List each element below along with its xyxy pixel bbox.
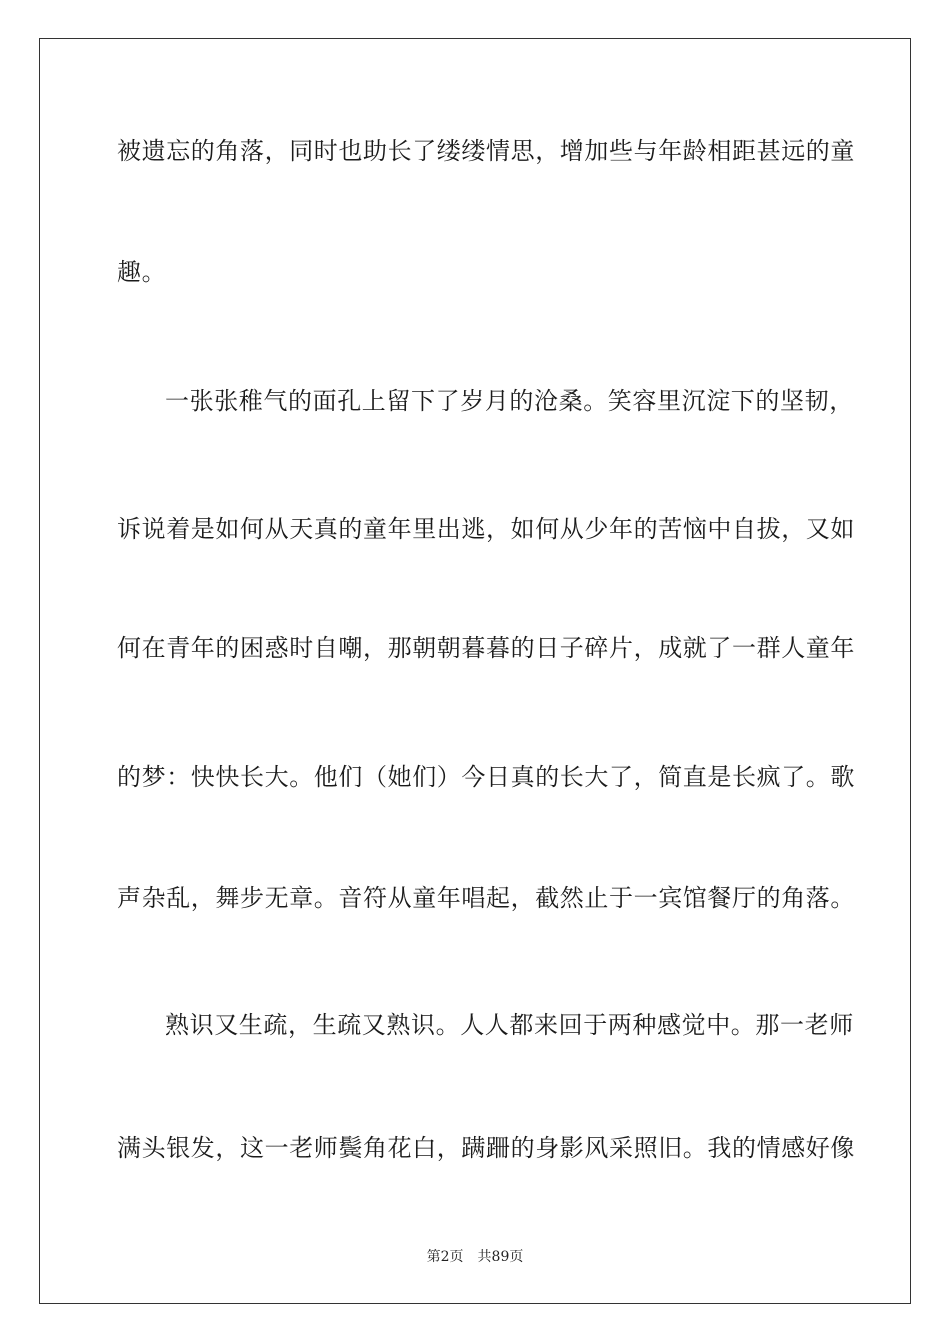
page-total: 共89页 <box>477 1249 524 1265</box>
text-line-6: 的梦：快快长大。他们（她们）今日真的长大了，简直是长疯了。歌 <box>117 763 855 791</box>
text-line-7: 声杂乱，舞步无章。音符从童年唱起，截然止于一宾馆餐厅的角落。 <box>117 884 855 912</box>
text-line-4: 诉说着是如何从天真的童年里出逃，如何从少年的苦恼中自拔，又如 <box>117 515 855 543</box>
paragraph-start-line-8: 熟识又生疏，生疏又熟识。人人都来回于两种感觉中。那一老师 <box>165 1011 854 1039</box>
page-border <box>39 38 911 1304</box>
text-line-9: 满头银发，这一老师鬓角花白，蹒跚的身影风采照旧。我的情感好像 <box>117 1134 855 1162</box>
page-footer <box>0 1248 950 1266</box>
text-line-2: 趣。 <box>117 258 167 286</box>
paragraph-start-line-3: 一张张稚气的面孔上留下了岁月的沧桑。笑容里沉淀下的坚韧， <box>165 387 854 415</box>
page-number: 第2页 <box>426 1249 464 1265</box>
text-line-1: 被遗忘的角落，同时也助长了缕缕情思，增加些与年龄相距甚远的童 <box>117 137 855 165</box>
text-line-5: 何在青年的困惑时自嘲，那朝朝暮暮的日子碎片，成就了一群人童年 <box>117 634 855 662</box>
